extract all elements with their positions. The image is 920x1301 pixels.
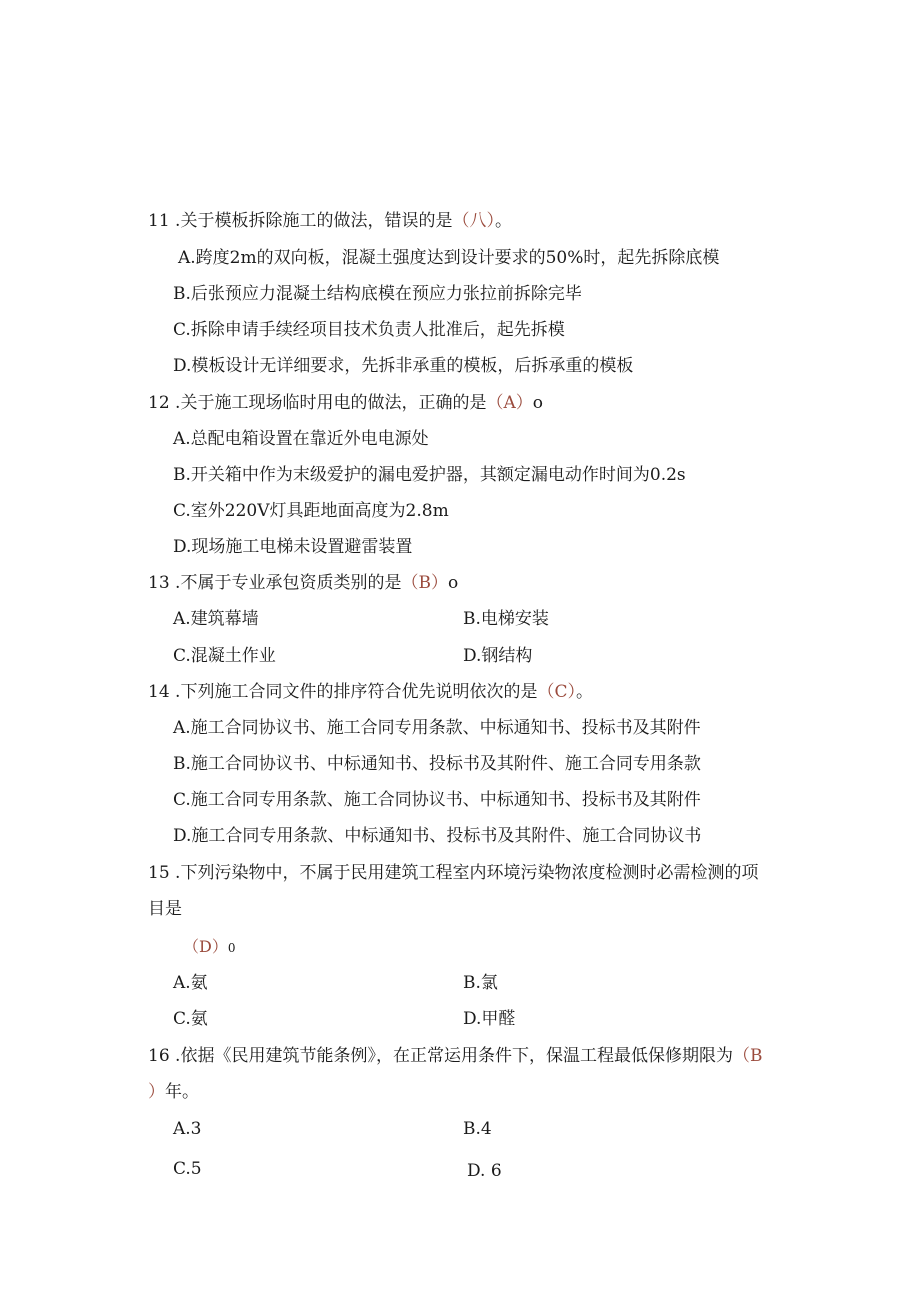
answer-mark: （D） [183, 937, 228, 956]
answer-mark: （A） [486, 393, 533, 413]
question-text: .关于施工现场临时用电的做法，正确的是 [175, 393, 487, 413]
question-15-stem [148, 861, 758, 885]
answer-mark: （B） [401, 573, 448, 593]
question-number: 11 [148, 211, 170, 231]
option-c: C.混凝土作业 [173, 646, 276, 666]
question-number: 12 [148, 393, 170, 413]
question-text: .下列污染物中，不属于民用建筑工程室内环境污染物浓度检测时必需检测的项 [175, 863, 759, 883]
answer-mark: （C） [537, 682, 576, 702]
option-d: D. 6 [467, 1161, 502, 1181]
option-a: A.氨 [173, 973, 208, 993]
question-number: 16 [148, 1046, 170, 1066]
question-12-stem: 12 .关于施工现场临时用电的做法，正确的是（A）o [148, 393, 543, 413]
option-c: C.拆除申请手续经项目技术负责人批准后，起先拆模 [173, 320, 565, 340]
option-b: B.施工合同协议书、中标通知书、投标书及其附件、施工合同专用条款 [173, 754, 701, 774]
option-a: A.施工合同协议书、施工合同专用条款、中标通知书、投标书及其附件 [173, 718, 701, 738]
answer-mark: （八） [452, 211, 495, 231]
option-a: A.跨度2m的双向板，混凝土强度达到设计要求的50%时，起先拆除底模 [178, 248, 720, 268]
option-c: C.室外220V灯具距地面高度为2.8m [173, 501, 449, 521]
option-c: C.5 [173, 1159, 202, 1179]
question-14-stem: 14 .下列施工合同文件的排序符合优先说明依次的是（C）。 [148, 682, 593, 702]
question-13-stem: 13 .不属于专业承包资质类别的是（B）o [148, 573, 459, 593]
option-c: C.施工合同专用条款、施工合同协议书、中标通知书、投标书及其附件 [173, 790, 701, 810]
answer-mark-open: （B [732, 1046, 763, 1066]
option-d: D.施工合同专用条款、中标通知书、投标书及其附件、施工合同协议书 [173, 826, 702, 846]
question-11-stem: 11 .关于模板拆除施工的做法，错误的是（八）。 [148, 211, 512, 231]
question-number: 15 [148, 863, 170, 883]
option-b: B.开关箱中作为末级爱护的漏电爱护器，其额定漏电动作时间为0.2s [173, 465, 686, 485]
question-15-stem-continued: 目是 [148, 899, 182, 919]
option-d: D.钢结构 [463, 646, 533, 666]
option-a: A.3 [173, 1119, 202, 1139]
question-text: .依据《民用建筑节能条例》，在正常运用条件下，保温工程最低保修期限为 [175, 1046, 733, 1066]
question-text: .关于模板拆除施工的做法，错误的是 [175, 211, 453, 231]
option-d: D.模板设计无详细要求，先拆非承重的模板，后拆承重的模板 [173, 356, 634, 376]
option-b: B.后张预应力混凝土结构底模在预应力张拉前拆除完毕 [173, 284, 582, 304]
question-number: 13 [148, 573, 170, 593]
option-d: D.现场施工电梯未设置避雷装置 [173, 537, 413, 557]
question-16-stem [148, 1044, 762, 1068]
question-number: 14 [148, 682, 170, 702]
option-d: D.甲醛 [463, 1009, 516, 1029]
question-text: .下列施工合同文件的排序符合优先说明依次的是 [175, 682, 538, 702]
question-15-answer-line: （D）0 [183, 937, 236, 956]
option-c: C.氨 [173, 1009, 208, 1029]
answer-mark-close: ） [148, 1082, 165, 1102]
question-text: .不属于专业承包资质类别的是 [175, 573, 402, 593]
option-b: B.氯 [463, 973, 498, 993]
option-a: A.总配电箱设置在靠近外电电源处 [173, 429, 429, 449]
option-b: B.电梯安装 [463, 609, 549, 629]
option-a: A.建筑幕墙 [173, 609, 259, 629]
option-b: B.4 [463, 1119, 492, 1139]
question-16-stem-continued: ）年。 [148, 1082, 199, 1102]
